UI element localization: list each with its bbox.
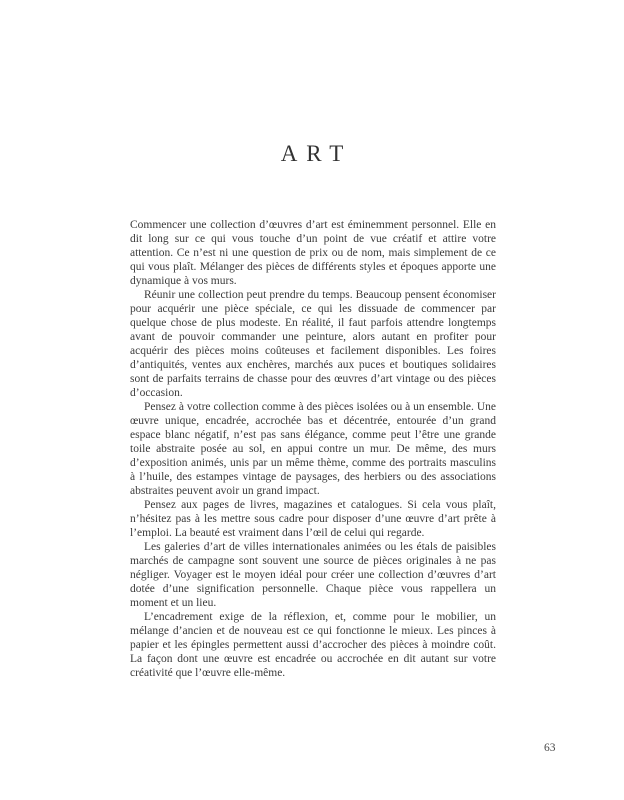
body-paragraph: L’encadrement exige de la réflexion, et, comme pour le mobilier, un mélange d’ancien et de nouveau est ce qui fonctionne le mieux. Les pinces à papier et les épingles permettent aussi d’accrocher des pièces à moindre coût. La façon dont une œuvre est encadrée ou accrochée en dit autant sur votre créativité que l’œuvre elle-même. bbox=[130, 611, 496, 679]
body-paragraph: Pensez à votre collection comme à des pièces isolées ou à un ensemble. Une œuvre unique, encadrée, accrochée bas et décentrée, entourée d’un grand espace blanc négatif, n’est pas sans élégance, comme peut l’être une grande toile abstraite posée au sol, en appui contre un mur. De même, des murs d’exposition animés, unis par un même thème, comme des portraits masculins à l’huile, des estampes vintage de paysages, des herbiers ou des associations abstraites peuvent avoir un grand impact. bbox=[130, 401, 496, 497]
chapter-title: ART bbox=[280, 141, 353, 167]
body-paragraph: Les galeries d’art de villes internationales animées ou les étals de paisibles marchés de campagne sont souvent une source de pièces originales à ne pas négliger. Voyager est le moyen idéal pour créer une collection d’œuvres d’art dotée d’une signification personnelle. Chaque pièce vous rappellera un moment et un lieu. bbox=[130, 541, 496, 609]
page-number: 63 bbox=[544, 742, 556, 754]
body-paragraph: Réunir une collection peut prendre du temps. Beaucoup pensent économiser pour acquérir une pièce spéciale, ce qui les dissuade de commencer par quelque chose de plus modeste. En réalité, il faut parfois attendre longtemps avant de pouvoir commander une peinture, alors autant en profiter pour acquérir des pièces moins coûteuses et facilement disponibles. Les foires d’antiquités, ventes aux enchères, marchés aux puces et boutiques solidaires sont de parfaits terrains de chasse pour des œuvres d’art vintage ou des pièces d’occasion. bbox=[130, 289, 496, 399]
body-paragraph: Commencer une collection d’œuvres d’art est éminemment personnel. Elle en dit long sur ce qui vous touche d’un point de vue créatif et attire votre attention. Ce n’est ni une question de prix ou de nom, mais simplement de ce qui vous plaît. Mélanger des pièces de différents styles et époques apporte une dynamique à vos murs. bbox=[130, 219, 496, 287]
body-text-block bbox=[130, 218, 496, 680]
body-paragraph: Pensez aux pages de livres, magazines et catalogues. Si cela vous plaît, n’hésitez pas à les mettre sous cadre pour disposer d’une œuvre d’art prête à l’emploi. La beauté est vraiment dans l’œil de celui qui regarde. bbox=[130, 499, 496, 539]
